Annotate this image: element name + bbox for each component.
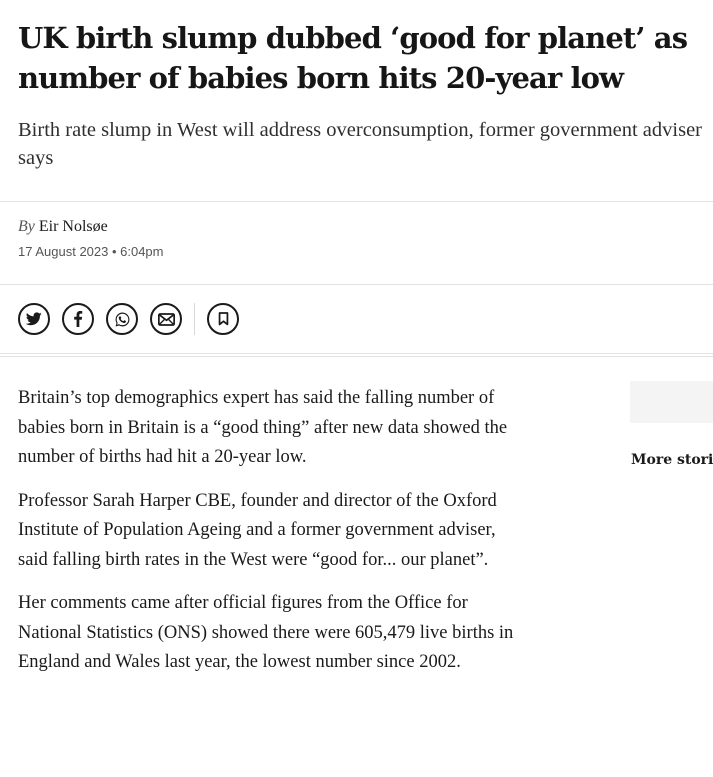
article-body (18, 384, 518, 692)
byline-prefix: By (18, 218, 35, 235)
email-icon (158, 313, 175, 326)
article-paragraph-3: Her comments came after official figures from the Office for National Statistics (ONS) showed there were 605,479 live births in England and Wales last year, the lowest number since 2002. (18, 593, 514, 672)
email-share-button[interactable] (150, 303, 182, 335)
publish-date: 17 August 2023 • 6:04pm (18, 244, 164, 259)
share-bar (18, 303, 251, 335)
bookmark-button[interactable] (207, 303, 239, 335)
whatsapp-icon (114, 311, 131, 328)
share-divider (194, 303, 195, 335)
article-standfirst: Birth rate slump in West will address overconsumption, former government adviser says (18, 119, 703, 169)
divider-bottom-double (0, 356, 713, 357)
divider-middle (0, 284, 713, 285)
divider-top (0, 201, 713, 202)
byline (18, 218, 108, 236)
twitter-share-button[interactable] (18, 303, 50, 335)
sidebar-ad-placeholder (630, 381, 713, 423)
bookmark-icon (218, 312, 229, 326)
more-stories-heading: More stori (631, 452, 713, 468)
article-paragraph-2: Professor Sarah Harper CBE, founder and director of the Oxford Institute of Population Ageing and a former government adviser, said falling birth rates in the West were “good for... our planet”. (18, 490, 497, 570)
facebook-icon (73, 311, 83, 327)
whatsapp-share-button[interactable] (106, 303, 138, 335)
divider-bottom (0, 353, 713, 354)
article-paragraph-1: Britain’s top demographics expert has said the falling number of babies born in Britain is a “good thing” after new data showed the number of births had hit a 20-year low. (18, 388, 508, 467)
facebook-share-button[interactable] (62, 303, 94, 335)
author-link[interactable]: Eir Nolsøe (38, 218, 108, 235)
twitter-icon (26, 312, 42, 326)
article-headline: UK birth slump dubbed ‘good for planet’ as number of babies born hits 20-year low (18, 21, 688, 95)
